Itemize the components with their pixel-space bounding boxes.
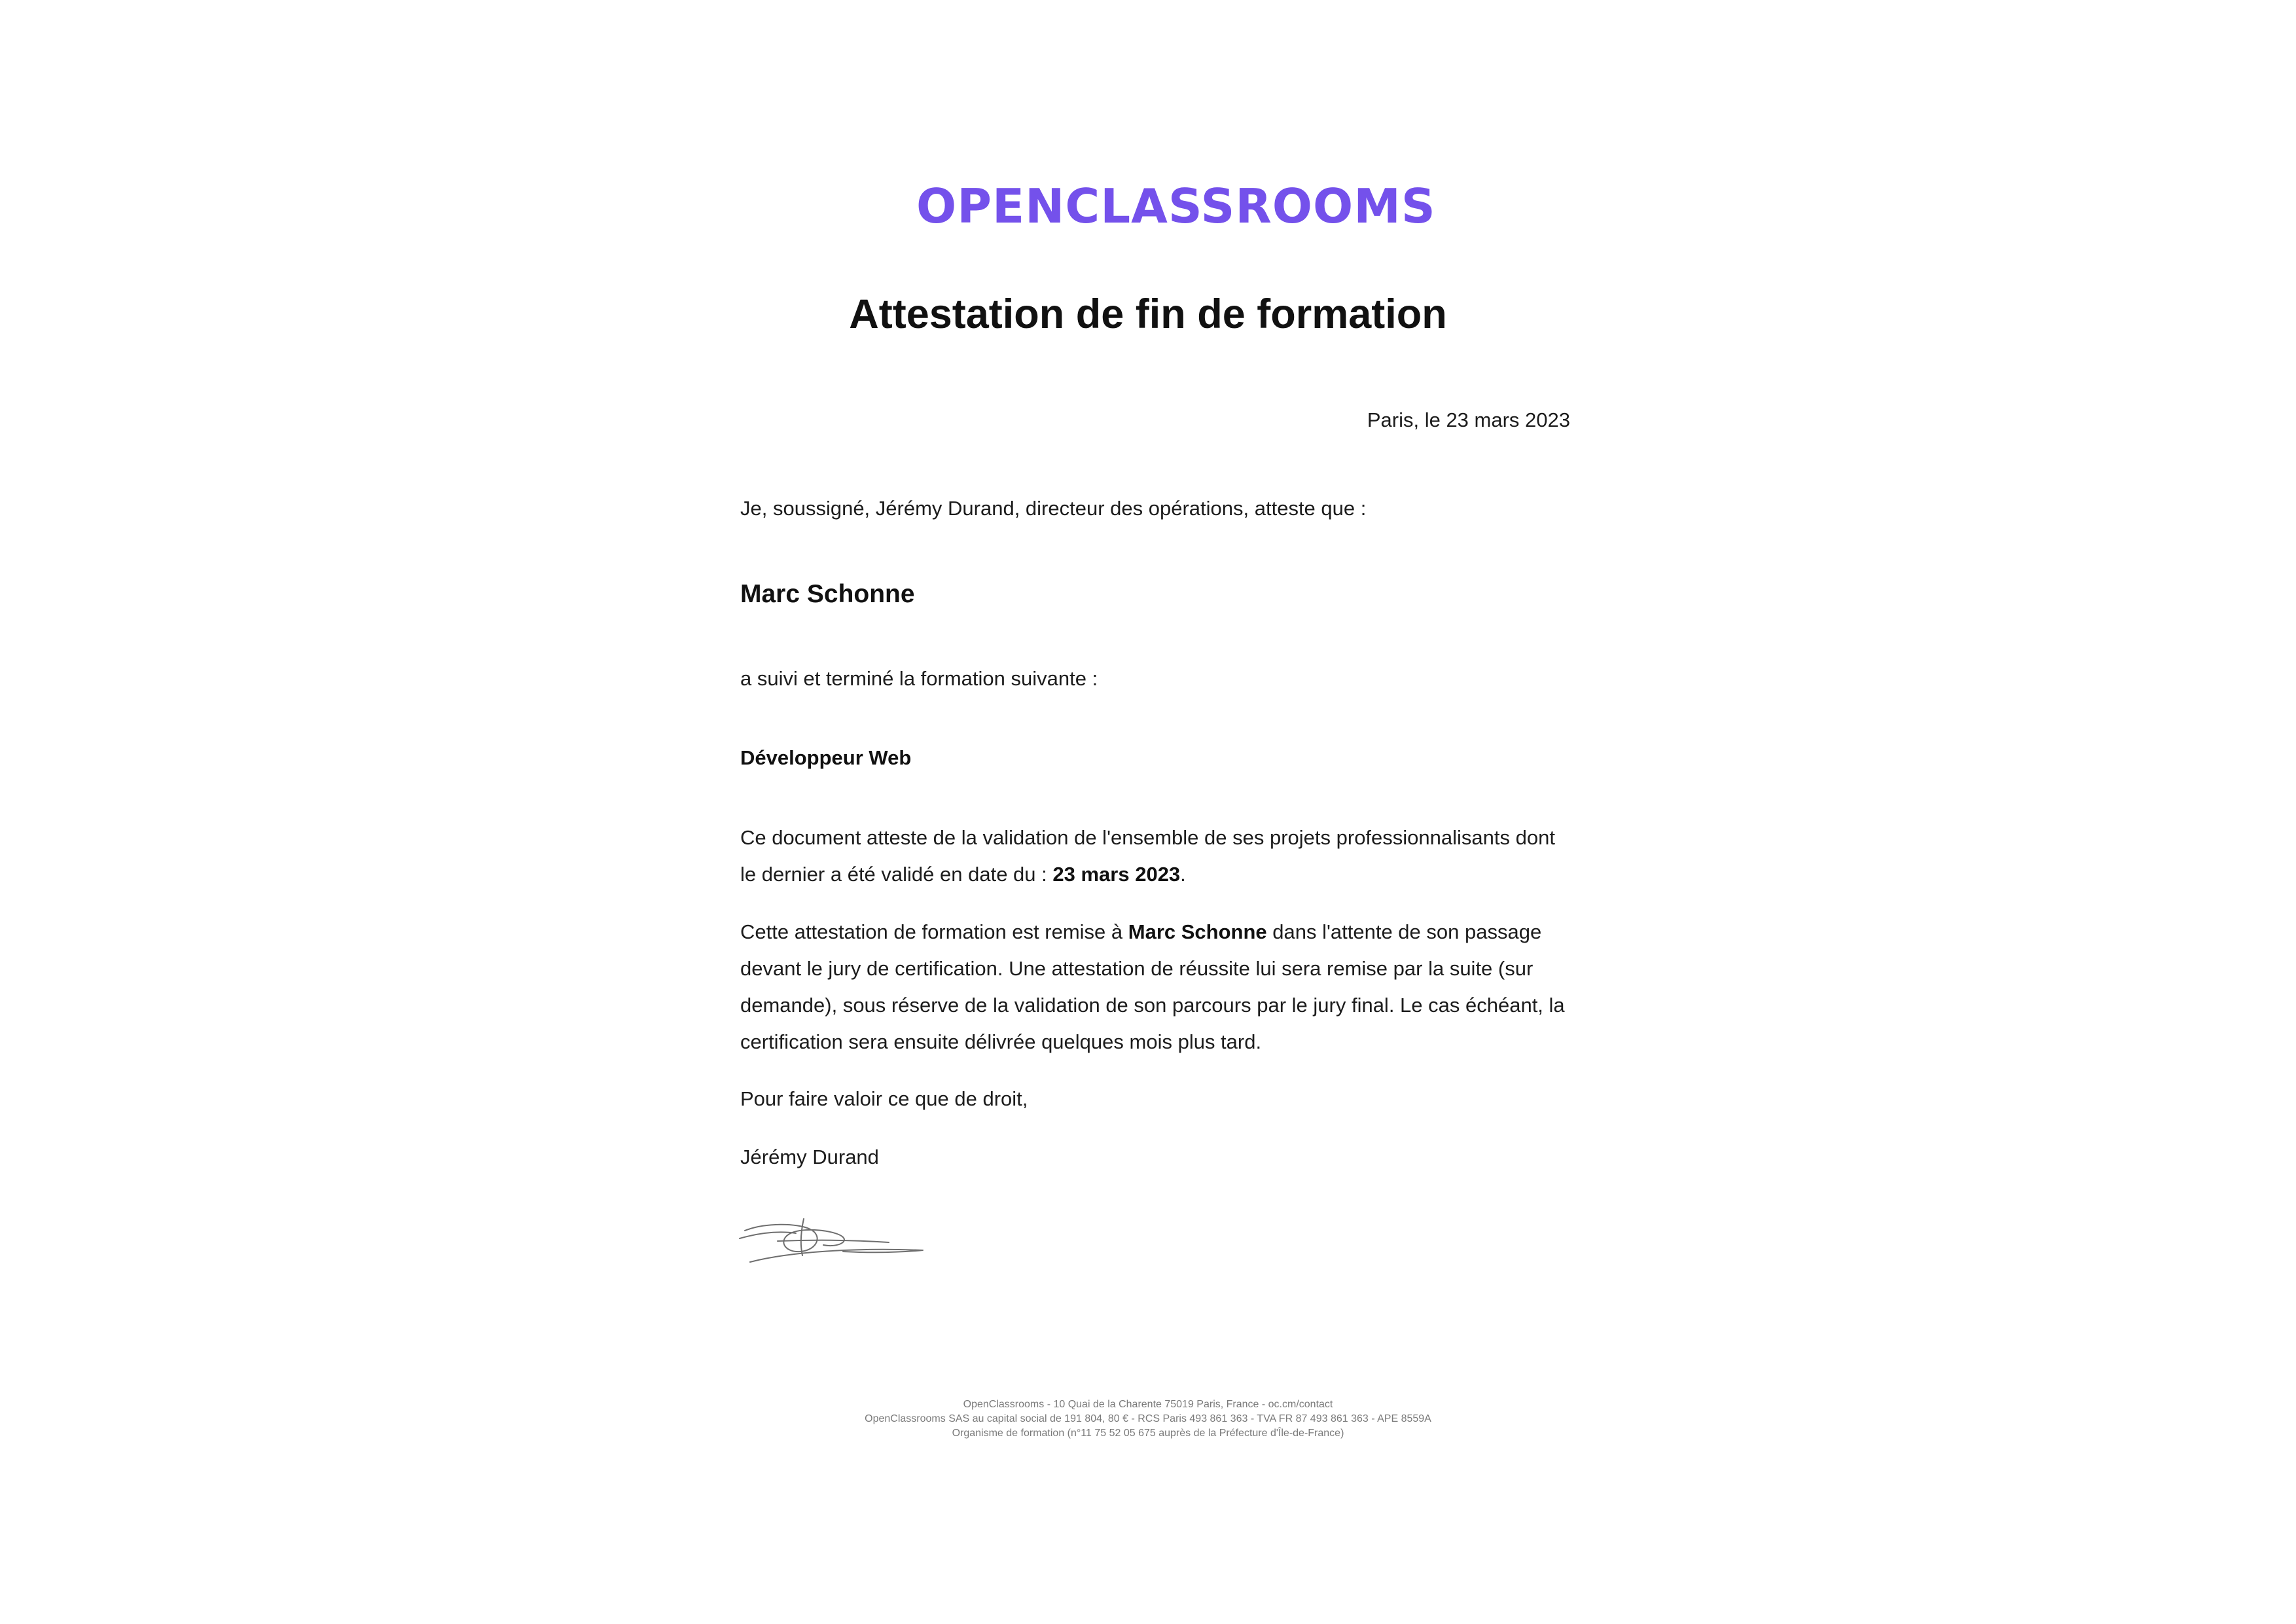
- footer: [655, 1398, 1641, 1441]
- validation-paragraph: [740, 820, 1570, 893]
- place-date: Paris, le 23 mars 2023: [1367, 408, 1570, 431]
- student-name: Marc Schonne: [740, 580, 915, 608]
- validation-date: 23 mars 2023: [1052, 863, 1181, 886]
- closing-text: Pour faire valoir ce que de droit,: [740, 1087, 1028, 1110]
- attestation-text-after: dans l'attente de son passage devant le jury de certification. Une attestation de réussite lui sera remise par la suite (sur demande), sous réserve de la validation de son parcours par le jury final. Le cas échéant, la certification sera ensuite délivrée quelques mois plus tard.: [740, 920, 1565, 1053]
- signer-name: Jérémy Durand: [740, 1146, 879, 1168]
- signature-icon: [738, 1211, 928, 1270]
- validation-text-after: .: [1180, 863, 1186, 886]
- followed-text: a suivi et terminé la formation suivante :: [740, 667, 1098, 690]
- validation-text-before: Ce document atteste de la validation de l'ensemble de ses projets professionnalisants dont le dernier a été validé en date du :: [740, 826, 1555, 886]
- logo-text: OPENCLASSROOMS: [916, 179, 1436, 234]
- footer-registration: Organisme de formation (n°11 75 52 05 675 auprès de la Préfecture d'Île-de-France): [952, 1428, 1344, 1439]
- course-name: Développeur Web: [740, 746, 912, 769]
- attestation-text-before: Cette attestation de formation est remise à: [740, 920, 1128, 943]
- intro-text: Je, soussigné, Jérémy Durand, directeur des opérations, atteste que :: [740, 497, 1367, 520]
- attestation-student-name: Marc Schonne: [1128, 920, 1267, 943]
- openclassrooms-logo: [916, 177, 1436, 236]
- attestation-paragraph: [740, 914, 1570, 1060]
- footer-legal: OpenClassrooms SAS au capital social de 191 804, 80 € - RCS Paris 493 861 363 - TVA FR 87 493 861 363 - APE 8559A: [865, 1413, 1431, 1424]
- document-title: Attestation de fin de formation: [849, 291, 1447, 337]
- footer-address: OpenClassrooms - 10 Quai de la Charente 75019 Paris, France - oc.cm/contact: [963, 1399, 1333, 1410]
